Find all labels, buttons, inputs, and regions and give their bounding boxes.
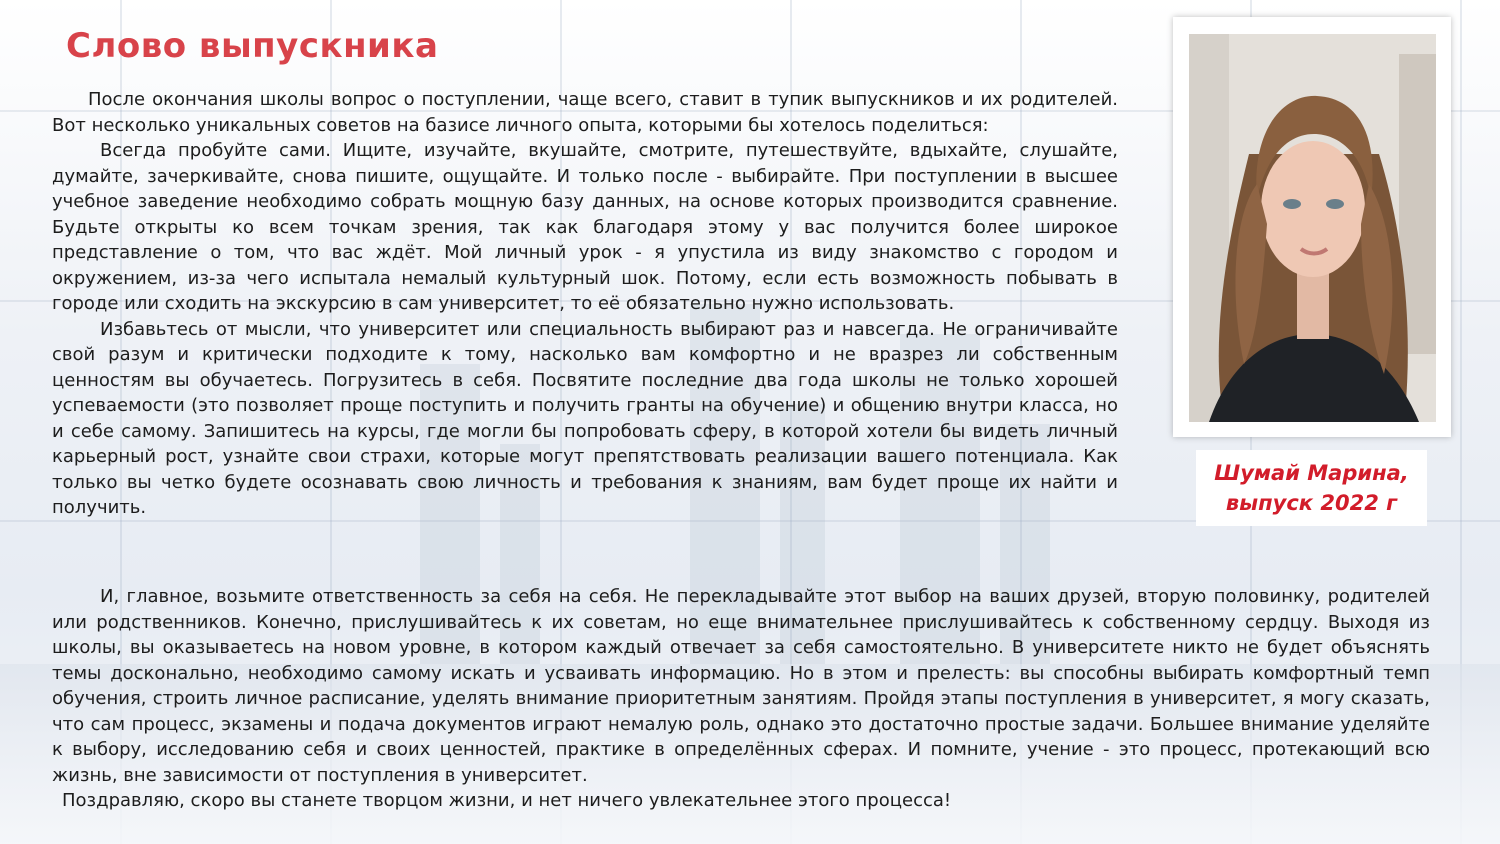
paragraph-congratulations: Поздравляю, скоро вы станете творцом жизни, и нет ничего увлекательнее этого процесса! — [62, 790, 952, 811]
paragraph-responsibility: И, главное, возьмите ответственность за себя на себя. Не перекладывайте этот выбор на ваших друзей, вторую половинку, родителей или родственников. Конечно, прислушивайтесь к их советам, но еще внимательнее прислушивайтесь к собственному сердцу. Выходя из школы, вы оказываетесь на новом уровне, в котором каждый отвечает за себя самостоятельно. В университете никто не будет объяснять темы досконально, необходимо самому искать и усваивать информацию. Но в этом и прелесть: вы способны выбирать комфортный темп обучения, строить личное расписание, уделять внимание приоритетным занятиям. Пройдя этапы поступления в университет, я могу сказать, что сам процесс, экзамены и подача документов играют немалую роль, однако это достаточно простые задачи. Большее внимание уделяйте к выбору, исследованию себя и своих ценностей, практике в определённых сферах. И помните, учение - это процесс, протекающий всю жизнь, вне зависимости от поступления в университет. — [52, 586, 1430, 786]
graduate-class-year: выпуск 2022 г — [1225, 491, 1398, 515]
article-block-2 — [52, 584, 1430, 814]
portrait-illustration — [1189, 34, 1436, 422]
paragraph-no-forever-choice: Избавьтесь от мысли, что университет или специальность выбирают раз и навсегда. Не ограничивайте свой разум и критически подходите к тому, насколько вам комфортно и не вразрез ли собственным ценностям вы обучаетесь. Погрузитесь в себя. Посвятите последние два года школы не только хорошей успеваемости (это позволяет проще поступить и получить гранты на обучение) и общению внутри класса, но и себе самому. Запишитесь на курсы, где могли бы попробовать сферу, в которой хотели бы видеть личный карьерный рост, узнайте свои страхи, которые могут препятствовать реализации вашего потенциала. Как только вы четко будете осознавать свою личность и требования к знаниям, вам будет проще их найти и получить. — [52, 318, 1118, 518]
graduate-name: Шумай Марина, — [1214, 461, 1409, 485]
paragraph-try-yourself: Всегда пробуйте сами. Ищите, изучайте, вкушайте, смотрите, путешествуйте, вдыхайте, слушайте, думайте, зачеркивайте, снова пишите, ощущайте. И только после - выбирайте. При поступлении в высшее учебное заведение необходимо собрать мощную базу данных, на основе которых производится сравнение. Будьте открыты ко всем точкам зрения, так как благодаря этому у вас получится более широкое представление о том, что вас ждёт. Мой личный урок - я упустила из виду знакомство с городом и окружением, из-за чего испытала немалый культурный шок. Потому, если есть возможность побывать в городе или сходить на экскурсию в сам университет, то её обязательно нужно использовать. — [52, 140, 1118, 314]
photo-frame — [1173, 17, 1451, 437]
paragraph-intro: После окончания школы вопрос о поступлении, чаще всего, ставит в тупик выпускников и их родителей. Вот несколько уникальных советов на базисе личного опыта, которыми бы хотелось поделиться: — [52, 89, 1118, 136]
portrait-photo — [1189, 34, 1436, 422]
page-title: Слово выпускника — [66, 26, 439, 66]
article-block-1 — [52, 87, 1118, 521]
graduate-caption — [1196, 450, 1427, 526]
